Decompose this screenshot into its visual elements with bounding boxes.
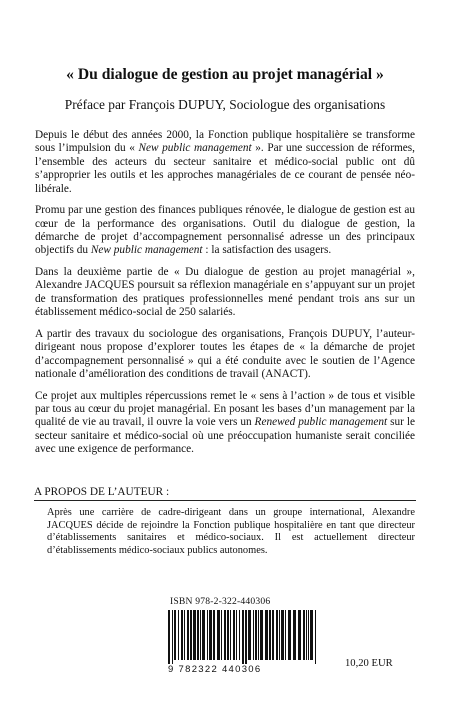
barcode-bar [310, 610, 313, 660]
barcode-icon [166, 610, 320, 664]
about-author-heading: A PROPOS DE L’AUTEUR : [34, 486, 416, 501]
barcode-bar [174, 610, 176, 660]
barcode-bar [248, 610, 251, 660]
barcode-bar [178, 610, 179, 660]
barcode-bar [276, 610, 278, 660]
barcode-bar [213, 610, 215, 660]
barcode-bar [217, 610, 220, 660]
barcode-bar [279, 610, 280, 660]
barcode-bar [239, 610, 240, 660]
barcode-bar [187, 610, 189, 660]
barcode-bar [230, 610, 231, 660]
barcode-bar [315, 610, 316, 664]
barcode-bar [303, 610, 305, 660]
barcode-bar [272, 610, 274, 660]
barcode-bar [200, 610, 201, 660]
barcode-bar [308, 610, 309, 660]
barcode-bar [181, 610, 183, 660]
barcode-bar [236, 610, 237, 660]
barcode-bar [269, 610, 271, 660]
barcode-bar [265, 610, 268, 660]
barcode-bar [172, 610, 173, 664]
barcode-bar [209, 610, 212, 660]
barcode-bar [224, 610, 226, 660]
barcode-bar [306, 610, 307, 660]
barcode-bar [168, 610, 170, 664]
barcode-bar [285, 610, 286, 660]
barcode-bar [193, 610, 196, 660]
paragraph-3: Dans la deuxième partie de « Du dialogue de gestion au projet managérial », Alexandre JACQUES poursuit sa réflexion managériale en s’appuyant sur un projet de transformation des pratiques professionnelles mené pendant trois ans sur un établissement médico-social de 250 salariés. [35, 266, 415, 319]
paragraph-1: Depuis le début des années 2000, la Fonction publique hospitalière se transforme sous l’impulsion du « New public management ». Par une succession de réformes, l’ensemble des acteurs du secteur sanitaire et médico-social public ont dû s’approprier les outils et les approches managériales de ce courant de pensée néo-libérale. [35, 129, 415, 195]
barcode-bar [260, 610, 263, 660]
barcode-bar [293, 610, 296, 660]
emphasis: New public management [90, 244, 203, 257]
barcode-bar [197, 610, 199, 660]
about-author-text: Après une carrière de cadre-dirigeant dans un groupe international, Alexandre JACQUES décide de rejoindre la Fonction publique hospitalière en tant que directeur d’établissements sanitaires et médico-sociaux. Il est actuellement directeur d’établissements médico-sociaux publics autonomes. [47, 507, 415, 556]
isbn-label: ISBN 978-2-322-440306 [170, 596, 271, 607]
barcode-bar [281, 610, 284, 660]
emphasis: New public management [138, 142, 252, 155]
barcode-bar [233, 610, 235, 660]
barcode-bar [221, 610, 222, 660]
barcode-bar [258, 610, 259, 660]
barcode-digits: 9 782322 440306 [168, 664, 262, 675]
barcode-bar [242, 610, 244, 664]
preface-line: Préface par François DUPUY, Sociologue des organisations [64, 97, 386, 112]
blurb [35, 129, 415, 465]
barcode-bar [298, 610, 301, 660]
barcode-bar [253, 610, 254, 660]
book-title: « Du dialogue de gestion au projet managérial » [66, 66, 384, 83]
barcode-bar [184, 610, 185, 660]
barcode-bar [202, 610, 205, 660]
barcode-bar [245, 610, 247, 664]
barcode-bar [207, 610, 208, 660]
emphasis: Renewed public management [254, 416, 388, 429]
barcode-bar [227, 610, 229, 660]
paragraph-2: Promu par une gestion des finances publiques rénovée, le dialogue de gestion est au cœur de la performance des organisations. Outil du dialogue de gestion, la démarche de projet d’accompagnement personnalisé adresse un des principaux objectifs du New public management : la satisfaction des usagers. [35, 204, 415, 257]
barcode-bar [190, 610, 192, 660]
paragraph-5: Ce projet aux multiples répercussions remet le « sens à l’action » de tous et visible par tous au cœur du projet managérial. En posant les bases d’un management par la qualité de vie au travail, il ouvre la voie vers un Renewed public management sur le secteur sanitaire et médico-social où une préoccupation humaniste serait conciliée avec une exigence de performance. [35, 389, 415, 456]
price-label: 10,20 EUR [345, 658, 393, 669]
barcode-bar [288, 610, 291, 660]
paragraph-4: A partir des travaux du sociologue des organisations, François DUPUY, l’auteur-dirigeant nous propose d’explorer toutes les étapes de « la démarche de projet d’accompagnement personnalisé » qui a été conduite avec le soutien de l’Agence nationale d’amélioration des conditions de travail (ANACT). [35, 327, 415, 381]
barcode-bar [255, 610, 257, 660]
